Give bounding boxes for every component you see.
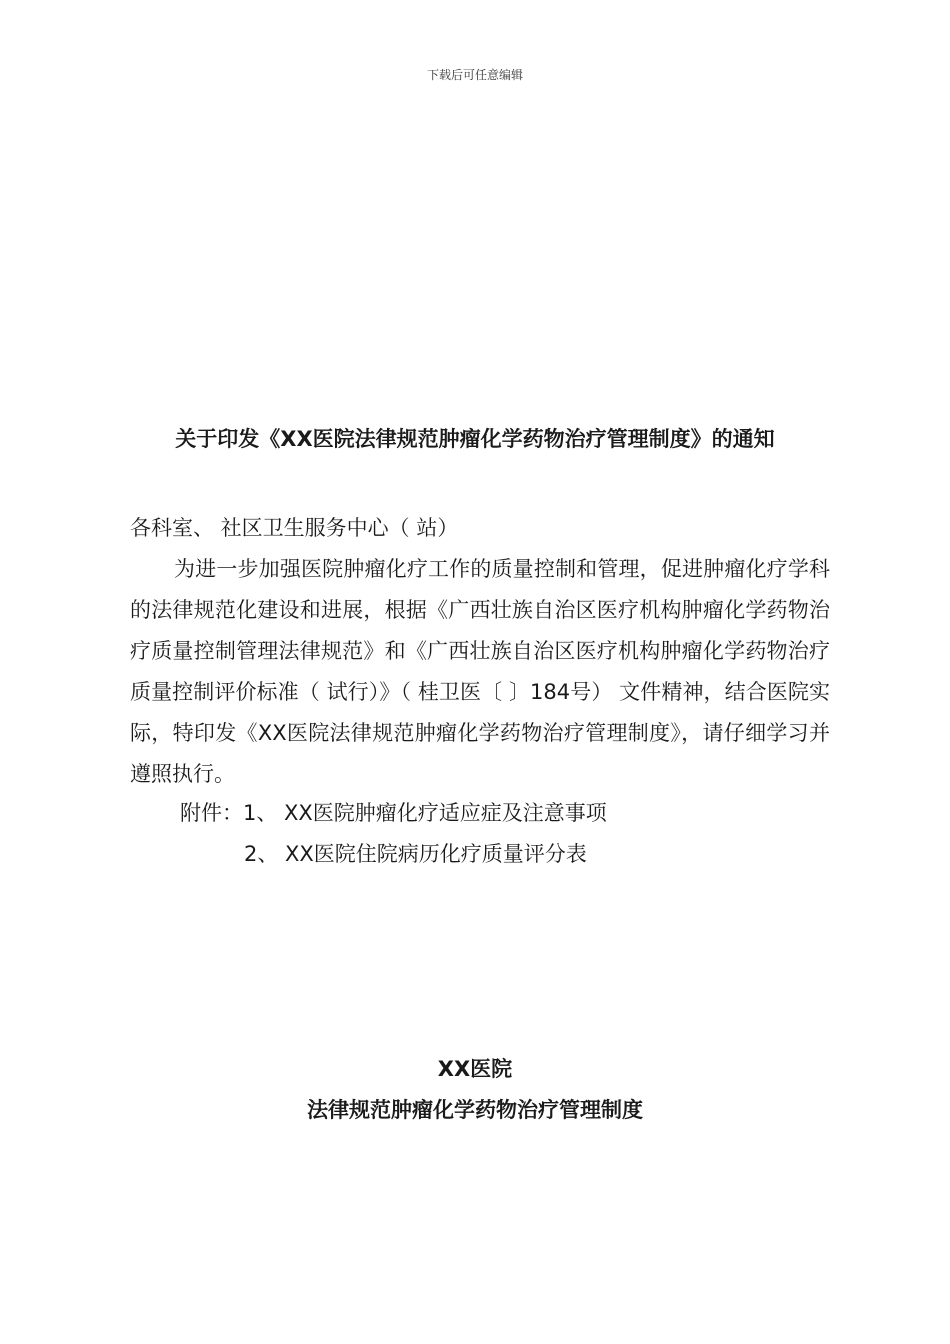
footer-doc-title: 法律规范肿瘤化学药物治疗管理制度	[307, 1098, 643, 1122]
notice-paragraph: 为进一步加强医院肿瘤化疗工作的质量控制和管理，促进肿瘤化疗学科的法律规范化建设和进展，根据《广西壮族自治区医疗机构肿瘤化学药物治疗质量控制管理法律规范》和《广西壮族自治区医疗机构肿瘤化学药物治疗质量控制评价标准（ 试行）》（ 桂卫医〔 〕184号） 文件精神，结合医院实际，特印发《XX医院法律规范肿瘤化学药物治疗管理制度》，请仔细学习并遵照执行。	[130, 557, 830, 786]
addressee-line: 各科室、 社区卫生服务中心（ 站）	[130, 516, 459, 540]
attachment-item-1: 附件：1、 XX医院肿瘤化疗适应症及注意事项	[180, 801, 607, 825]
notice-title: 关于印发《XX医院法律规范肿瘤化学药物治疗管理制度》的通知	[175, 427, 775, 451]
attachment-item-2: 2、 XX医院住院病历化疗质量评分表	[244, 842, 587, 866]
footer-org-name: XX医院	[437, 1057, 513, 1081]
page-header-note: 下载后可任意编辑	[426, 68, 523, 82]
